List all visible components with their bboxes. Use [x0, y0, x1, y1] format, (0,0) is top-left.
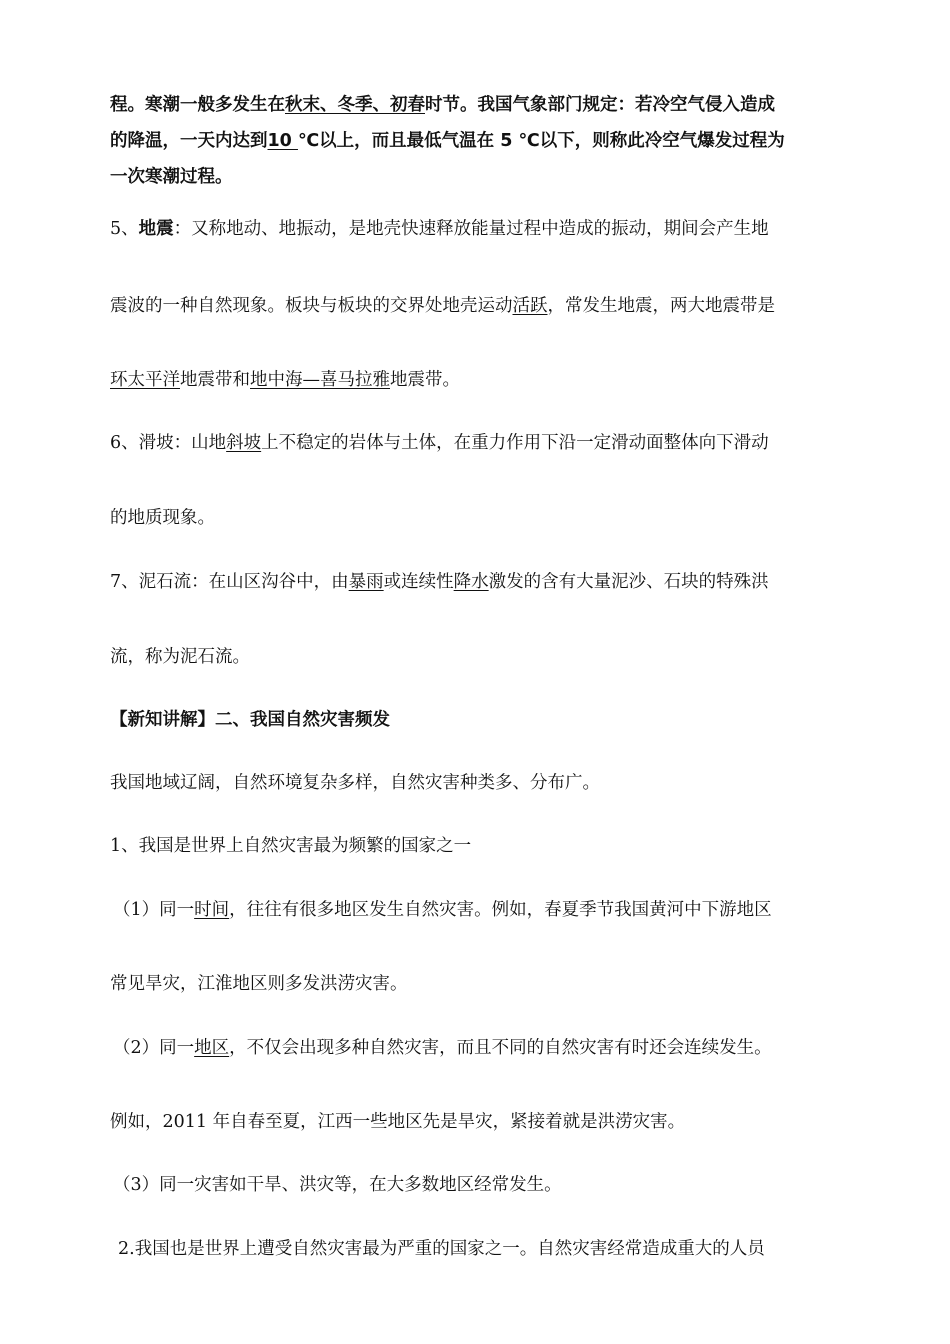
underlined-term: 降水: [453, 572, 489, 592]
underlined-term: 环太平洋: [110, 370, 180, 390]
underlined-term: 时间: [194, 900, 230, 920]
landslide-line-2: [110, 507, 215, 529]
text: ：又称地动、地振动，是地壳快速释放能量过程中造成的振动，期间会产生地: [173, 219, 769, 239]
coldwave-line-3: [110, 166, 233, 188]
text: 一次寒潮过程。: [110, 167, 233, 187]
coldwave-line-1: [110, 94, 775, 116]
text: ，往往有很多地区发生自然灾害。例如，春夏季节我国黄河中下游地区: [229, 900, 772, 920]
term: 地震: [138, 219, 174, 239]
subpoint-1-line-2: 常见旱灾，江淮地区则多发洪涝灾害。: [110, 974, 408, 994]
text: （2）同一: [113, 1038, 195, 1058]
underlined-term: 秋末、冬季、初春: [285, 95, 425, 115]
point-2: 2.我国也是世界上遭受自然灾害最为严重的国家之一。自然灾害经常造成重大的人员: [118, 1239, 765, 1259]
text: 程。寒潮一般多发生在: [110, 95, 285, 115]
text: 的降温，一天内达到: [110, 131, 268, 151]
text: ℃以上，而且最低气温在 5 ℃以下，则称此冷空气爆发过程为: [297, 131, 785, 151]
text: 时节。我国气象部门规定：若冷空气侵入造成: [425, 95, 775, 115]
text: ，不仅会出现多种自然灾害，而且不同的自然灾害有时还会连续发生。: [229, 1038, 772, 1058]
text: 7、泥石流：在山区沟谷中，由: [110, 572, 349, 592]
intro-paragraph: 我国地域辽阔，自然环境复杂多样，自然灾害种类多、分布广。: [110, 773, 600, 793]
text: 6、滑坡：山地: [110, 433, 227, 453]
underlined-term: 暴雨: [348, 572, 384, 592]
subpoint-2-line-1: [113, 1037, 772, 1059]
text: 上不稳定的岩体与土体，在重力作用下沿一定滑动面整体向下滑动: [261, 433, 769, 453]
coldwave-line-2: [110, 130, 785, 152]
item-number: 5、: [110, 219, 139, 239]
earthquake-line-1: [110, 218, 769, 240]
landslide-line-1: [110, 432, 769, 454]
text: 或连续性: [383, 572, 454, 592]
text: 的地质现象。: [110, 508, 215, 528]
point-1-title: 1、我国是世界上自然灾害最为频繁的国家之一: [110, 836, 472, 856]
text: 震波的一种自然现象。板块与板块的交界处地壳运动: [110, 296, 513, 316]
earthquake-line-3: [110, 369, 460, 391]
text: 流，称为泥石流。: [110, 647, 250, 667]
text: 地震带。: [390, 370, 460, 390]
underlined-term: 地中海—喜马拉雅: [250, 370, 390, 390]
underlined-term: 活跃: [512, 296, 548, 316]
earthquake-line-2: [110, 295, 775, 317]
subpoint-3: （3）同一灾害如干旱、洪灾等，在大多数地区经常发生。: [113, 1175, 562, 1195]
text: ，常发生地震，两大地震带是: [547, 296, 775, 316]
text: 激发的含有大量泥沙、石块的特殊洪: [488, 572, 769, 592]
section-heading: 【新知讲解】二、我国自然灾害频发: [110, 710, 390, 730]
underlined-term: 10: [267, 131, 298, 151]
subpoint-2-line-2: 例如，2011 年自春至夏，江西一些地区先是旱灾，紧接着就是洪涝灾害。: [110, 1112, 686, 1132]
underlined-term: 斜坡: [226, 433, 262, 453]
text: 地震带和: [180, 370, 250, 390]
subpoint-1-line-1: [113, 899, 772, 921]
underlined-term: 地区: [194, 1038, 230, 1058]
debrisflow-line-1: [110, 571, 769, 593]
debrisflow-line-2: [110, 646, 250, 668]
text: （1）同一: [113, 900, 195, 920]
